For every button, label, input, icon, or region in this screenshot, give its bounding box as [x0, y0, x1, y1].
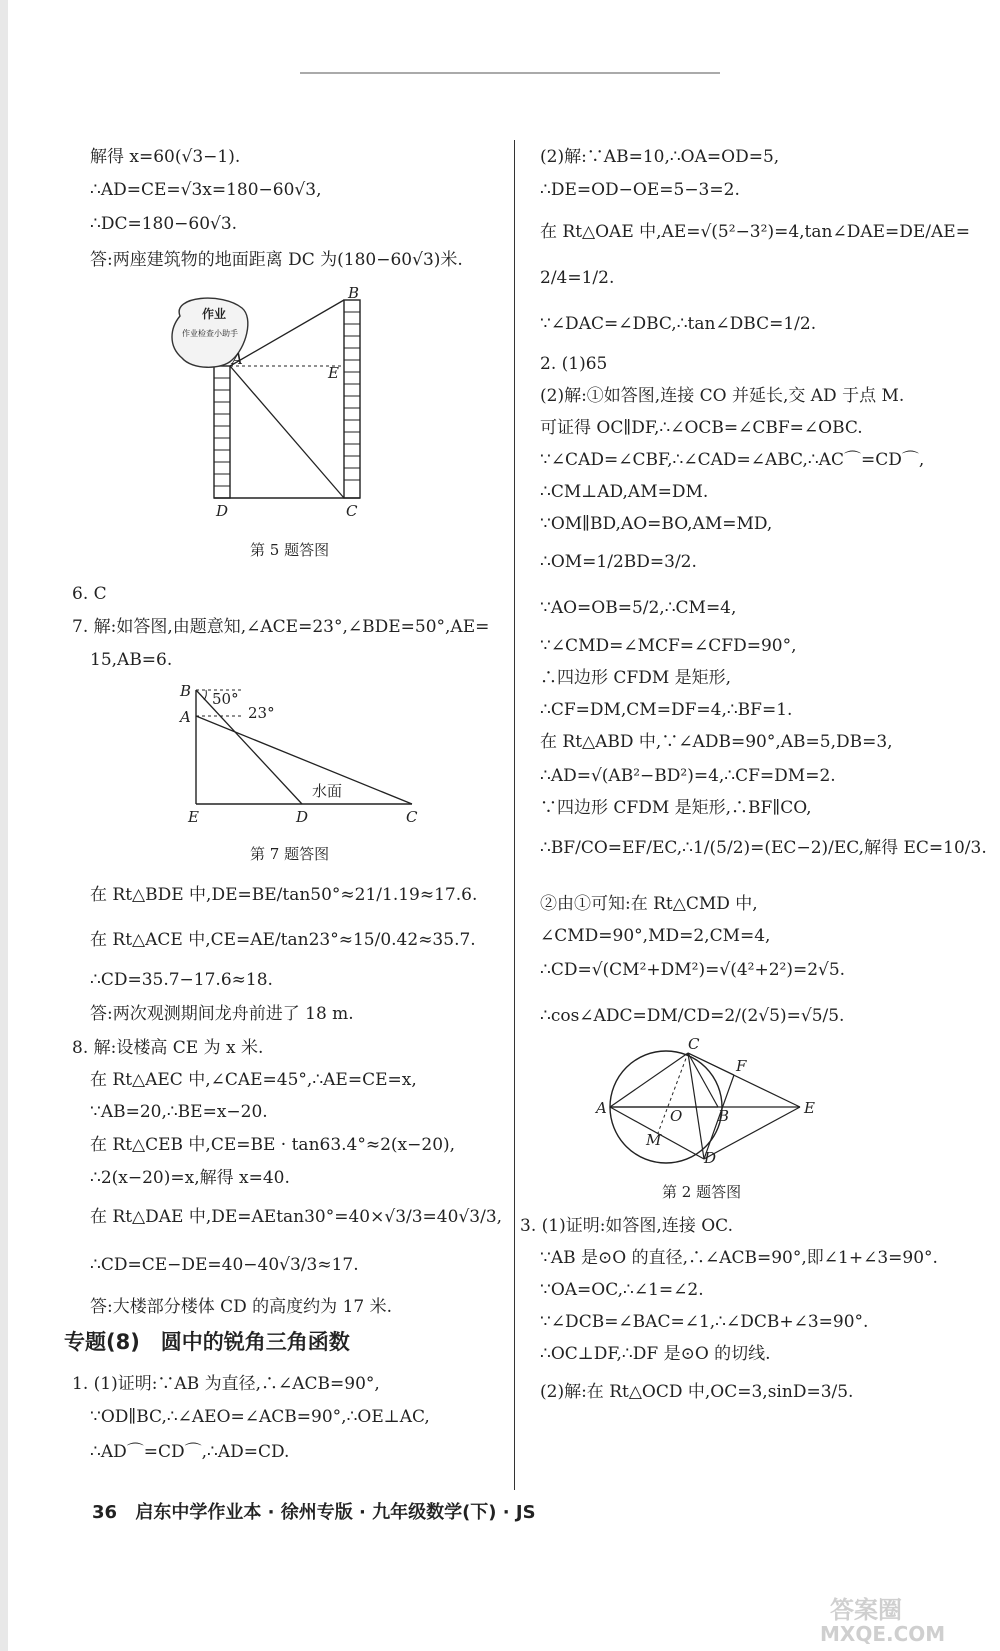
text-line: ∵OD∥BC,∴∠AEO=∠ACB=90°,∴OE⊥AC, — [90, 1407, 430, 1427]
text-line: ∠CMD=90°,MD=2,CM=4, — [540, 926, 771, 946]
text-line: 在 Rt△AEC 中,∠CAE=45°,∴AE=CE=x, — [90, 1070, 417, 1090]
text-line: ∴cos∠ADC=DM/CD=2/(2√5)=√5/5. — [540, 1006, 845, 1026]
label-d: D — [216, 502, 229, 520]
water-label: 水面 — [312, 782, 343, 800]
text-line: 2/4=1/2. — [540, 268, 615, 288]
label-b: B — [348, 284, 360, 302]
text-line: ∴AD⌒=CD⌒,∴AD=CD. — [90, 1442, 290, 1462]
text-line: ∴CD=CE−DE=40−40√3/3≈17. — [90, 1255, 359, 1275]
text-line: ∵∠CMD=∠MCF=∠CFD=90°, — [540, 636, 797, 656]
label-e: E — [804, 1099, 815, 1117]
text-line: (2)解:在 Rt△OCD 中,OC=3,sinD=3/5. — [540, 1382, 854, 1402]
column-divider — [514, 140, 515, 1490]
label-o: O — [670, 1107, 683, 1125]
figure-2-caption: 第 2 题答图 — [662, 1183, 742, 1201]
text-line: 答:两次观测期间龙舟前进了 18 m. — [90, 1004, 354, 1024]
text-line: (2)解:①如答图,连接 CO 并延长,交 AD 于点 M. — [540, 386, 905, 406]
text-line: ∵OM∥BD,AO=BO,AM=MD, — [540, 514, 773, 534]
label-b: B — [718, 1107, 730, 1125]
text-line: 解得 x=60(√3−1). — [90, 147, 241, 167]
page-number: 36 — [92, 1502, 118, 1523]
label-a: A — [180, 708, 191, 726]
sticker-subtitle: 作业检查小助手 — [182, 329, 238, 338]
text-line: 在 Rt△OAE 中,AE=√(5²−3²)=4,tan∠DAE=DE/AE= — [540, 222, 970, 242]
footer-title: 启东中学作业本 · 徐州专版 · 九年级数学(下) · JS — [135, 1502, 536, 1523]
text-line: (2)解:∵AB=10,∴OA=OD=5, — [540, 147, 780, 167]
text-line: ∵AB 是⊙O 的直径,∴∠ACB=90°,即∠1+∠3=90°. — [540, 1248, 938, 1268]
text-line: ∵AO=OB=5/2,∴CM=4, — [540, 598, 737, 618]
text-line: ∴CD=√(CM²+DM²)=√(4²+2²)=2√5. — [540, 960, 846, 980]
figure-5-caption: 第 5 题答图 — [250, 541, 330, 559]
text-line: ∴AD=√(AB²−BD²)=4,∴CF=DM=2. — [540, 766, 836, 786]
brand-watermark: 答案圈 — [830, 1596, 902, 1624]
text-line: ∵∠CAD=∠CBF,∴∠CAD=∠ABC,∴AC⌒=CD⌒, — [540, 450, 925, 470]
angle-23: 23° — [248, 704, 275, 722]
label-c: C — [346, 502, 358, 520]
text-line: 在 Rt△ABD 中,∵∠ADB=90°,AB=5,DB=3, — [540, 732, 893, 752]
sticker-title: 作业 — [202, 307, 227, 321]
label-d: D — [296, 808, 309, 826]
text-line: ∵OA=OC,∴∠1=∠2. — [540, 1280, 704, 1300]
label-a: A — [232, 350, 243, 368]
label-a: A — [596, 1099, 607, 1117]
text-line: ∴BF/CO=EF/EC,∴1/(5/2)=(EC−2)/EC,解得 EC=10/3. — [540, 838, 987, 858]
figure-5 — [162, 284, 402, 520]
label-e: E — [188, 808, 199, 826]
text-line: 7. 解:如答图,由题意知,∠ACE=23°,∠BDE=50°,AE= — [72, 617, 490, 637]
text-line: ∵AB=20,∴BE=x−20. — [90, 1102, 268, 1122]
angle-50: 50° — [212, 690, 239, 708]
text-line: ∴OC⊥DF,∴DF 是⊙O 的切线. — [540, 1344, 771, 1364]
figure-7 — [182, 680, 442, 830]
site-watermark: MXQE.COM — [820, 1622, 946, 1646]
section-title: 专题(8) 圆中的锐角三角函数 — [64, 1330, 350, 1354]
label-d: D — [704, 1149, 717, 1167]
text-line: 答:大楼部分楼体 CD 的高度约为 17 米. — [90, 1297, 393, 1317]
text-line: 在 Rt△BDE 中,DE=BE/tan50°≈21/1.19≈17.6. — [90, 885, 478, 905]
text-line: 可证得 OC∥DF,∴∠OCB=∠CBF=∠OBC. — [540, 418, 863, 438]
text-line: ∴四边形 CFDM 是矩形, — [540, 668, 732, 688]
text-line: 15,AB=6. — [90, 650, 173, 670]
figure-2 — [596, 1035, 840, 1167]
top-rule — [300, 72, 720, 74]
text-line: 1. (1)证明:∵AB 为直径,∴∠ACB=90°, — [72, 1374, 380, 1394]
text-line: ∴CD=35.7−17.6≈18. — [90, 970, 273, 990]
text-line: ∴DE=OD−OE=5−3=2. — [540, 180, 740, 200]
text-line: 在 Rt△CEB 中,CE=BE · tan63.4°≈2(x−20), — [90, 1135, 456, 1155]
text-line: ∴OM=1/2BD=3/2. — [540, 552, 697, 572]
label-b: B — [180, 682, 192, 700]
text-line: ②由①可知:在 Rt△CMD 中, — [540, 894, 758, 914]
text-line: ∵∠DAC=∠DBC,∴tan∠DBC=1/2. — [540, 314, 817, 334]
text-line: 在 Rt△ACE 中,CE=AE/tan23°≈15/0.42≈35.7. — [90, 930, 476, 950]
text-line: ∵∠DCB=∠BAC=∠1,∴∠DCB+∠3=90°. — [540, 1312, 869, 1332]
text-line: ∵四边形 CFDM 是矩形,∴BF∥CO, — [540, 798, 812, 818]
text-line: ∴CM⊥AD,AM=DM. — [540, 482, 709, 502]
text-line: 6. C — [72, 584, 107, 604]
label-m: M — [646, 1131, 662, 1149]
figure-7-caption: 第 7 题答图 — [250, 845, 330, 863]
label-e: E — [328, 364, 339, 382]
text-line: ∴DC=180−60√3. — [90, 214, 238, 234]
page-footer — [92, 1498, 536, 1524]
label-c: C — [406, 808, 418, 826]
text-line: 3. (1)证明:如答图,连接 OC. — [520, 1216, 733, 1236]
label-c: C — [688, 1035, 700, 1053]
text-line: 在 Rt△DAE 中,DE=AEtan30°=40×√3/3=40√3/3, — [90, 1207, 503, 1227]
text-line: 2. (1)65 — [540, 354, 608, 374]
text-line: ∴CF=DM,CM=DF=4,∴BF=1. — [540, 700, 793, 720]
text-line: ∴AD=CE=√3x=180−60√3, — [90, 180, 322, 200]
label-f: F — [736, 1057, 747, 1075]
text-line: 8. 解:设楼高 CE 为 x 米. — [72, 1038, 264, 1058]
text-line: ∴2(x−20)=x,解得 x=40. — [90, 1168, 290, 1188]
text-line: 答:两座建筑物的地面距离 DC 为(180−60√3)米. — [90, 250, 463, 270]
page-edge — [0, 0, 8, 1651]
